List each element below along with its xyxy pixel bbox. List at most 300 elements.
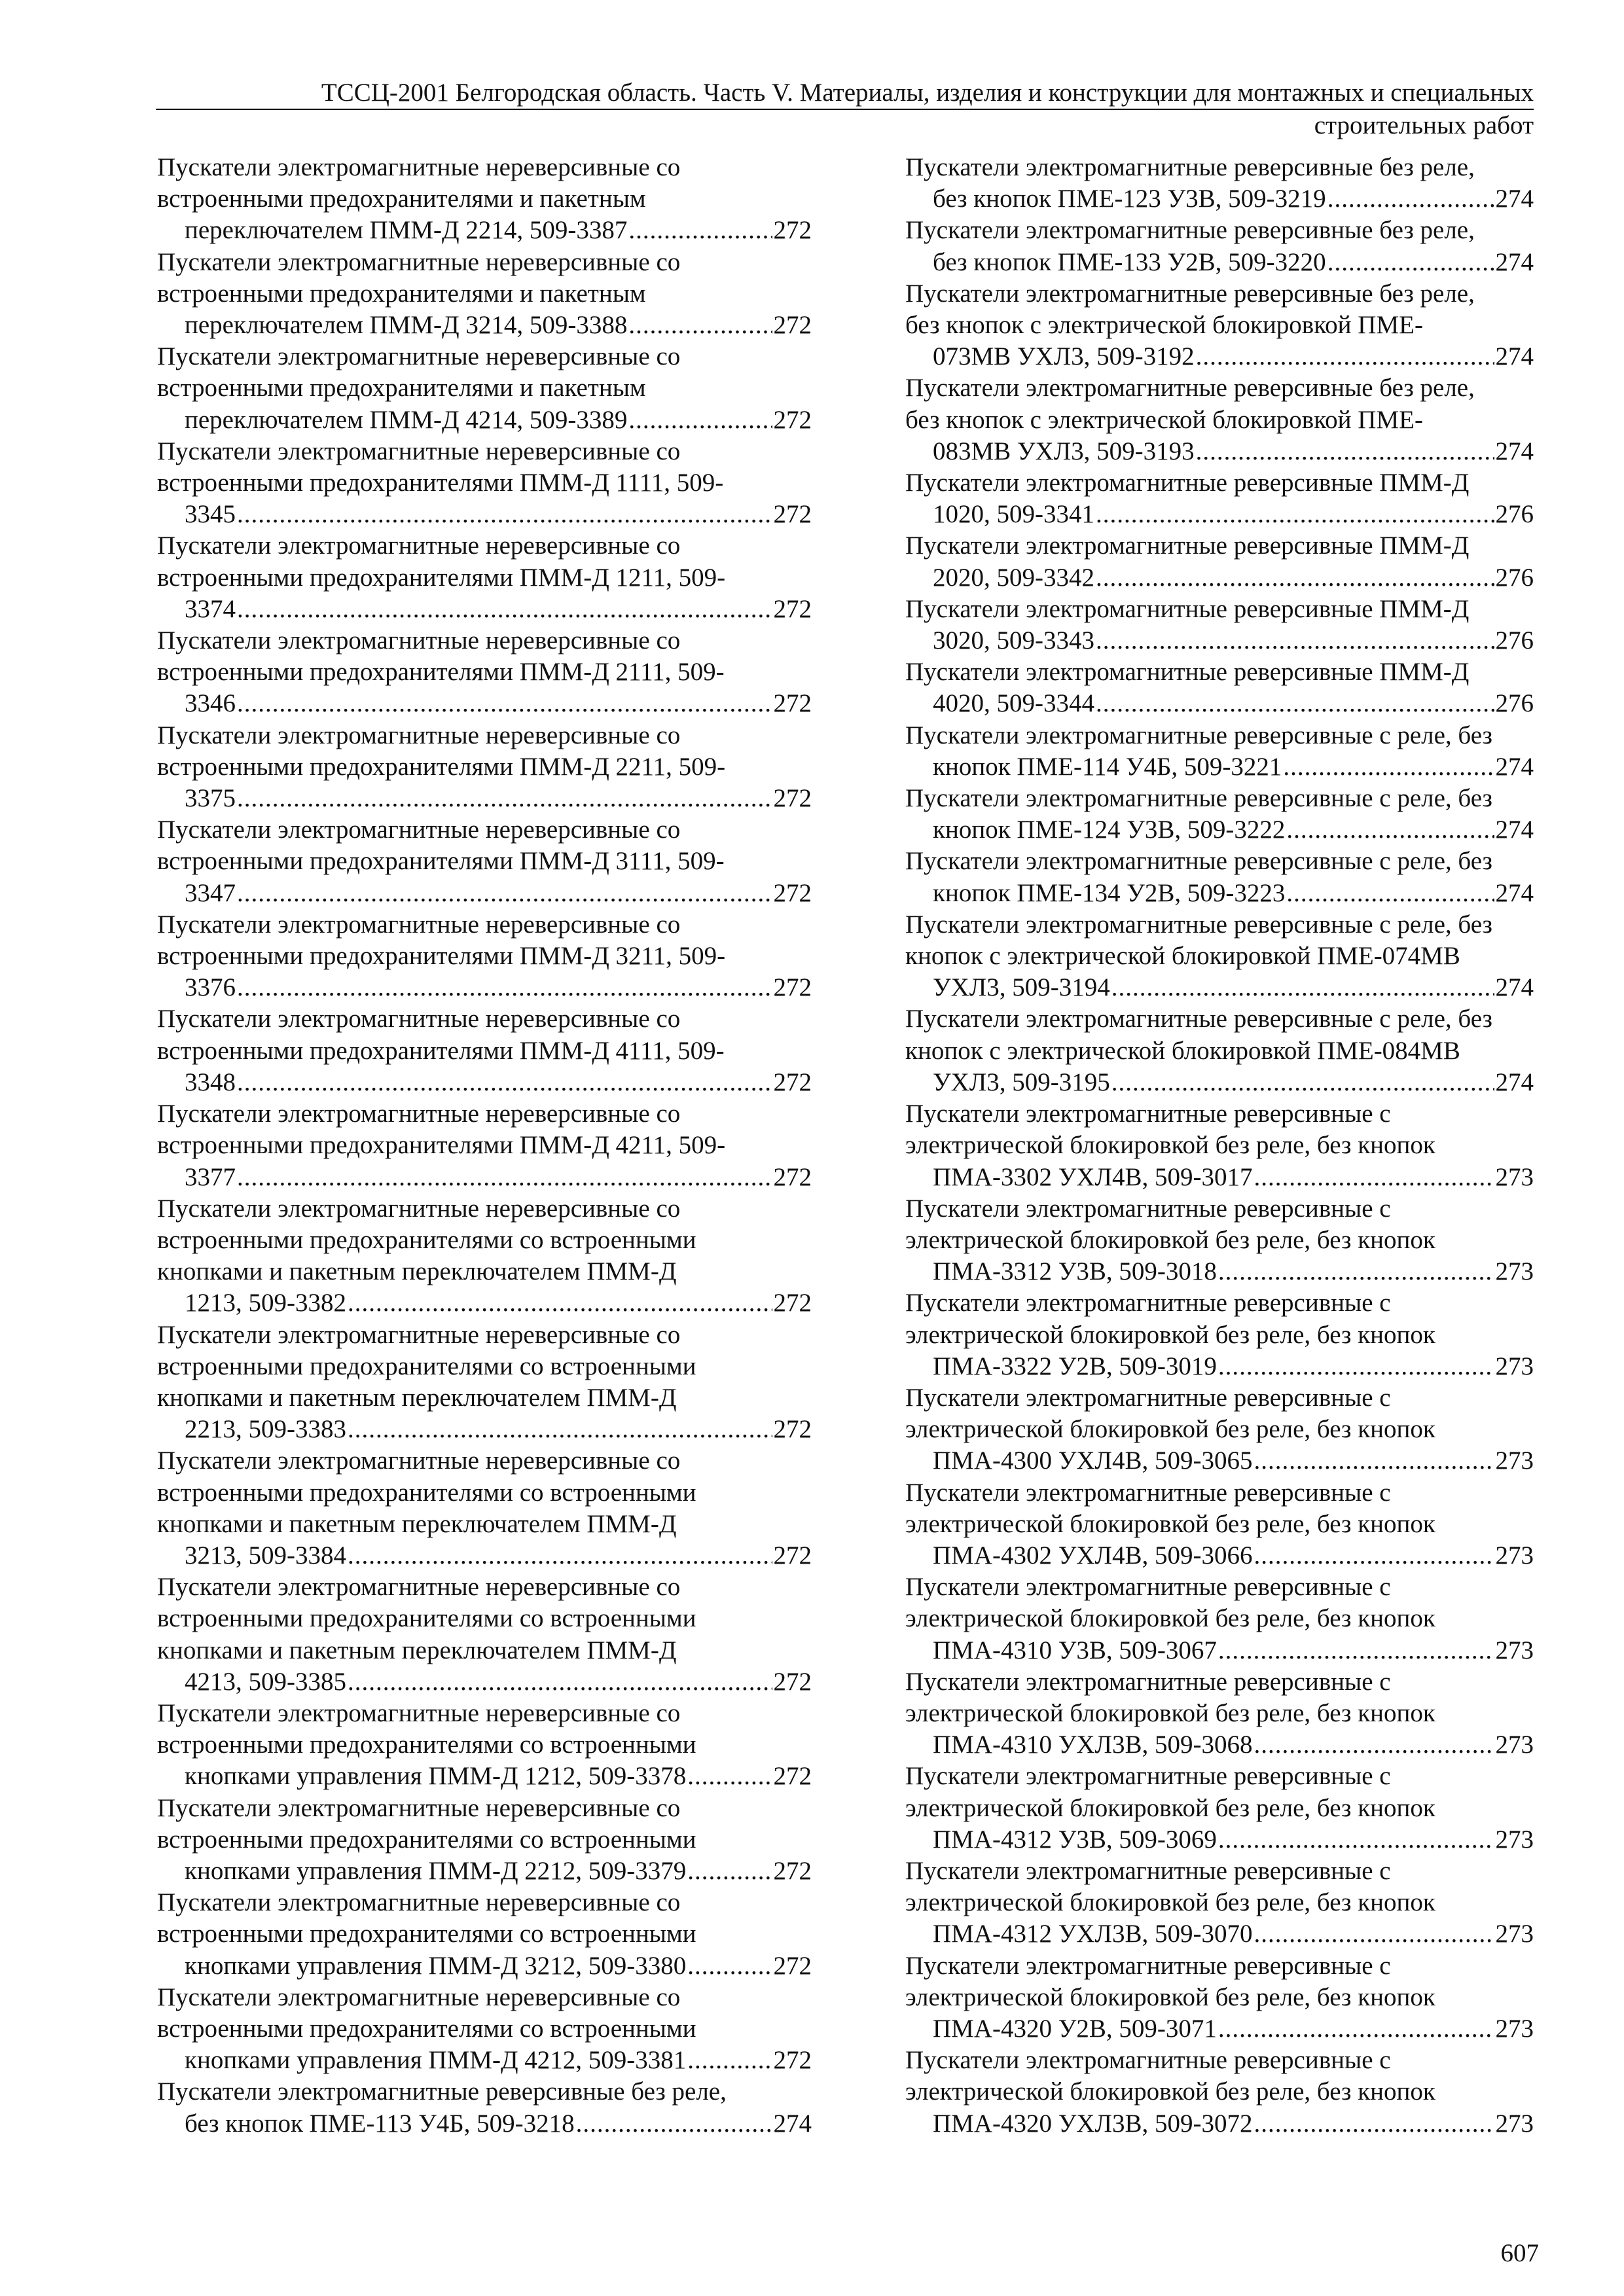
- index-entry-line: Пускатели электромагнитные нереверсивные со: [157, 1320, 681, 1349]
- index-entry: [905, 467, 1534, 530]
- index-entry-line: кнопками и пакетным переключателем ПММ-Д: [157, 1257, 677, 1286]
- index-entry-page: 273: [1495, 1825, 1534, 1854]
- index-entry-line: встроенными предохранителями ПММ-Д 3111, 509-: [157, 847, 725, 876]
- dot-leader: [1218, 1824, 1494, 1856]
- index-entry-reference: 2213, 509-3383: [185, 1415, 346, 1444]
- index-entry-line: встроенными предохранителями ПММ-Д 2211, 509-: [157, 752, 726, 781]
- index-entry-last-line: [933, 751, 1534, 783]
- header-title-line1: ТССЦ-2001 Белгородская область. Часть V. Материалы, изделия и конструкции для монтажных и специальных: [321, 79, 1534, 107]
- index-entry-reference: 2020, 509-3342: [933, 563, 1094, 592]
- index-entry: [157, 1098, 812, 1193]
- index-entry-line: Пускатели электромагнитные реверсивные без реле,: [905, 216, 1475, 245]
- index-entry-line: Пускатели электромагнитные реверсивные с: [905, 1383, 1391, 1412]
- index-entry-page: 276: [1495, 626, 1534, 655]
- index-entry-page: 272: [773, 1762, 812, 1791]
- index-entry-last-line: [933, 2108, 1534, 2140]
- index-entry: [905, 1098, 1534, 1193]
- index-entry-reference: ПМА-3302 УХЛ4В, 509-3017: [933, 1162, 1253, 1191]
- index-entry-line: Пускатели электромагнитные нереверсивные со: [157, 247, 681, 276]
- index-entry-page: 274: [1495, 1067, 1534, 1096]
- index-entry-last-line: [185, 310, 812, 341]
- dot-leader: [1218, 1635, 1494, 1666]
- index-entry-last-line: [185, 594, 812, 625]
- index-entry: [905, 783, 1534, 846]
- index-entry-line: Пускатели электромагнитные реверсивные с: [905, 1667, 1391, 1696]
- index-entry-last-line: [933, 1729, 1534, 1761]
- index-entry-last-line: [933, 625, 1534, 656]
- index-entry-last-line: [185, 878, 812, 909]
- index-entry-page: 274: [1495, 342, 1534, 371]
- index-entry: [905, 720, 1534, 783]
- index-entry-line: Пускатели электромагнитные реверсивные с реле, без: [905, 721, 1492, 749]
- index-entry-page: 272: [773, 689, 812, 718]
- index-entry-line: без кнопок с электрической блокировкой ПМЕ-: [905, 405, 1423, 434]
- dot-leader: [1327, 247, 1494, 278]
- index-entry-line: Пускатели электромагнитные реверсивные ПММ-Д: [905, 594, 1470, 623]
- index-entry-line: встроенными предохранителями со встроенными: [157, 1478, 696, 1507]
- index-entry-page: 274: [1495, 973, 1534, 1002]
- dot-leader: [1096, 499, 1494, 530]
- index-entry-last-line: [185, 2045, 812, 2076]
- index-entry-line: Пускатели электромагнитные нереверсивные со: [157, 342, 681, 371]
- index-entry-page: 272: [773, 1067, 812, 1096]
- index-entry-reference: 3376: [185, 973, 236, 1002]
- index-entry-page: 274: [1495, 752, 1534, 781]
- index-entry: [157, 1793, 812, 1888]
- index-entry-last-line: [185, 783, 812, 814]
- index-entry-reference: 3374: [185, 594, 236, 623]
- index-entry-last-line: [933, 436, 1534, 467]
- index-entry-line: Пускатели электромагнитные реверсивные с реле, без: [905, 784, 1492, 813]
- index-entry: [157, 247, 812, 342]
- index-entry-last-line: [933, 1918, 1534, 1950]
- index-entry-line: Пускатели электромагнитные нереверсивные со: [157, 531, 681, 560]
- index-entry: [905, 846, 1534, 908]
- index-entry-line: встроенными предохранителями ПММ-Д 4111, 509-: [157, 1036, 725, 1065]
- index-entry-last-line: [933, 814, 1534, 846]
- index-entry-line: кнопок с электрической блокировкой ПМЕ-074МВ: [905, 942, 1460, 971]
- index-entry: [905, 594, 1534, 656]
- index-entry: [905, 1382, 1534, 1477]
- index-entry-reference: переключателем ПММ-Д 3214, 509-3388: [185, 311, 628, 340]
- index-entry-page: 276: [1495, 689, 1534, 718]
- index-entry-line: встроенными предохранителями со встроенными: [157, 1825, 696, 1854]
- index-entry-line: Пускатели электромагнитные нереверсивные со: [157, 1573, 681, 1602]
- dot-leader: [1283, 751, 1494, 783]
- index-entry-reference: 3347: [185, 878, 236, 907]
- index-entry-page: 272: [773, 311, 812, 340]
- dot-leader: [237, 499, 772, 530]
- index-entry-last-line: [933, 1635, 1534, 1666]
- index-entry: [157, 530, 812, 625]
- dot-leader: [1196, 436, 1494, 467]
- index-entry-page: 273: [1495, 1257, 1534, 1286]
- index-column-left: [157, 152, 812, 2140]
- index-entry-last-line: [933, 1824, 1534, 1856]
- index-entry-reference: без кнопок ПМЕ-133 У2В, 509-3220: [933, 247, 1326, 276]
- index-entry-last-line: [185, 215, 812, 246]
- index-entry-last-line: [933, 562, 1534, 594]
- dot-leader: [237, 783, 772, 814]
- dot-leader: [628, 404, 772, 436]
- index-entry: [905, 656, 1534, 719]
- index-entry-reference: кнопками управления ПММ-Д 1212, 509-3378: [185, 1762, 687, 1791]
- index-entry-line: электрической блокировкой без реле, без кнопок: [905, 1225, 1435, 1254]
- index-entry-line: кнопками и пакетным переключателем ПММ-Д: [157, 1383, 677, 1412]
- index-entry-last-line: [933, 972, 1534, 1003]
- index-entry-line: без кнопок с электрической блокировкой ПМЕ-: [905, 311, 1423, 340]
- index-entry-last-line: [185, 1666, 812, 1698]
- index-entry-page: 272: [773, 1162, 812, 1191]
- dot-leader: [348, 1540, 772, 1571]
- index-entry-reference: 3348: [185, 1067, 236, 1096]
- index-entry-reference: 3213, 509-3384: [185, 1541, 346, 1570]
- dot-leader: [1096, 562, 1494, 594]
- index-entry: [905, 1856, 1534, 1950]
- index-entry-reference: 3375: [185, 784, 236, 813]
- index-entry-reference: ПМА-4310 УХЛ3В, 509-3068: [933, 1731, 1253, 1759]
- index-entry-last-line: [933, 1540, 1534, 1571]
- index-entry-page: 272: [773, 1667, 812, 1696]
- index-entry-reference: без кнопок ПМЕ-123 У3В, 509-3219: [933, 185, 1326, 213]
- dot-leader: [628, 215, 772, 246]
- dot-leader: [576, 2108, 772, 2140]
- index-entry-last-line: [185, 688, 812, 719]
- index-entry-page: 272: [773, 1415, 812, 1444]
- index-entry-line: встроенными предохранителями со встроенными: [157, 1731, 696, 1759]
- index-entry-line: встроенными предохранителями ПММ-Д 3211, 509-: [157, 942, 726, 971]
- index-entry-page: 272: [773, 1951, 812, 1980]
- index-entry-line: Пускатели электромагнитные реверсивные с: [905, 1194, 1391, 1223]
- index-entry-line: Пускатели электромагнитные нереверсивные со: [157, 1446, 681, 1475]
- index-entry-last-line: [933, 341, 1534, 372]
- index-entry-page: 272: [773, 973, 812, 1002]
- index-entry: [905, 1571, 1534, 1666]
- index-entry-line: кнопок с электрической блокировкой ПМЕ-084МВ: [905, 1036, 1460, 1065]
- index-entry-page: 274: [773, 2109, 812, 2138]
- index-entry-line: Пускатели электромагнитные реверсивные без реле,: [905, 153, 1475, 181]
- index-entry-line: электрической блокировкой без реле, без кнопок: [905, 2077, 1435, 2106]
- index-entry-line: электрической блокировкой без реле, без кнопок: [905, 1982, 1435, 2011]
- dot-leader: [1254, 1445, 1494, 1477]
- index-entry: [157, 341, 812, 436]
- running-header: [156, 77, 1534, 141]
- index-entry-line: встроенными предохранителями ПММ-Д 4211, 509-: [157, 1131, 726, 1160]
- index-entry-line: встроенными предохранителями со встроенными: [157, 1352, 696, 1380]
- index-entry-line: электрической блокировкой без реле, без кнопок: [905, 1415, 1435, 1444]
- dot-leader: [1111, 972, 1494, 1003]
- dot-leader: [1286, 814, 1494, 846]
- dot-leader: [348, 1414, 772, 1445]
- index-entry-page: 272: [773, 1541, 812, 1570]
- index-entry-last-line: [933, 1162, 1534, 1193]
- dot-leader: [237, 688, 772, 719]
- index-entry-last-line: [933, 499, 1534, 530]
- index-entry-reference: кнопками управления ПММ-Д 3212, 509-3380: [185, 1951, 687, 1980]
- index-entry-line: Пускатели электромагнитные реверсивные ПММ-Д: [905, 658, 1470, 687]
- index-entry-reference: кнопок ПМЕ-134 У2В, 509-3223: [933, 878, 1286, 907]
- index-entry-page: 273: [1495, 1352, 1534, 1380]
- index-entry-line: Пускатели электромагнитные реверсивные ПММ-Д: [905, 531, 1470, 560]
- index-entry-line: Пускатели электромагнитные реверсивные с: [905, 2046, 1391, 2075]
- index-entry-page: 272: [773, 216, 812, 245]
- dot-leader: [1254, 1162, 1494, 1193]
- index-entry-last-line: [933, 183, 1534, 215]
- index-entry-page: 276: [1495, 500, 1534, 529]
- dot-leader: [237, 972, 772, 1003]
- index-entry-page: 273: [1495, 1920, 1534, 1948]
- index-entry-reference: 1020, 509-3341: [933, 500, 1094, 529]
- index-entry-reference: 3020, 509-3343: [933, 626, 1094, 655]
- index-entry-page: 272: [773, 2046, 812, 2075]
- index-entry-page: 274: [1495, 878, 1534, 907]
- index-entry-reference: 083МВ УХЛ3, 509-3193: [933, 437, 1195, 465]
- index-entry-reference: без кнопок ПМЕ-113 У4Б, 509-3218: [185, 2109, 575, 2138]
- index-entry-last-line: [185, 1067, 812, 1098]
- index-entry-last-line: [933, 1445, 1534, 1477]
- dot-leader: [1096, 625, 1494, 656]
- index-entry-line: Пускатели электромагнитные нереверсивные со: [157, 721, 681, 749]
- dot-leader: [687, 1761, 772, 1792]
- index-entry-line: Пускатели электромагнитные реверсивные без реле,: [905, 279, 1475, 308]
- index-entry-last-line: [185, 499, 812, 530]
- index-entry-line: встроенными предохранителями ПММ-Д 2111, 509-: [157, 658, 725, 687]
- index-entry-reference: УХЛ3, 509-3194: [933, 973, 1110, 1002]
- index-entry-line: электрической блокировкой без реле, без кнопок: [905, 1320, 1435, 1349]
- index-entry-page: 274: [1495, 437, 1534, 465]
- index-entry: [157, 1319, 812, 1446]
- page-number: 607: [1500, 2239, 1539, 2267]
- index-entry-reference: УХЛ3, 509-3195: [933, 1067, 1110, 1096]
- dot-leader: [348, 1287, 772, 1319]
- index-entry-page: 272: [773, 878, 812, 907]
- index-entry-last-line: [933, 878, 1534, 909]
- index-entry-line: Пускатели электромагнитные реверсивные ПММ-Д: [905, 469, 1470, 497]
- index-entry-reference: кнопок ПМЕ-114 У4Б, 509-3221: [933, 752, 1282, 781]
- index-entry: [157, 1003, 812, 1098]
- index-entry-line: встроенными предохранителями и пакетным: [157, 374, 646, 403]
- dot-leader: [237, 594, 772, 625]
- index-entry-page: 276: [1495, 563, 1534, 592]
- index-entry-page: 273: [1495, 1731, 1534, 1759]
- index-entry-last-line: [933, 1067, 1534, 1098]
- index-entry: [905, 1193, 1534, 1288]
- index-entry: [905, 909, 1534, 1004]
- dot-leader: [237, 1162, 772, 1193]
- index-entry-page: 272: [773, 1289, 812, 1318]
- index-entry-last-line: [933, 1351, 1534, 1382]
- index-entry-reference: переключателем ПММ-Д 2214, 509-3387: [185, 216, 628, 245]
- index-entry-last-line: [933, 688, 1534, 719]
- dot-leader: [1196, 341, 1494, 372]
- index-entry-line: Пускатели электромагнитные реверсивные с реле, без: [905, 847, 1492, 876]
- index-entry-line: Пускатели электромагнитные нереверсивные со: [157, 1982, 681, 2011]
- index-entry-line: встроенными предохранителями со встроенными: [157, 2014, 696, 2043]
- index-entry: [905, 2045, 1534, 2140]
- index-entry-line: Пускатели электромагнитные реверсивные с: [905, 1762, 1391, 1791]
- index-entry-line: Пускатели электромагнитные нереверсивные со: [157, 1698, 681, 1727]
- index-entry: [905, 1003, 1534, 1098]
- index-entry-last-line: [185, 1540, 812, 1571]
- index-entry: [905, 152, 1534, 215]
- index-entry: [157, 152, 812, 247]
- index-entry-line: электрической блокировкой без реле, без кнопок: [905, 1604, 1435, 1633]
- index-entry-line: электрической блокировкой без реле, без кнопок: [905, 1888, 1435, 1917]
- dot-leader: [1327, 183, 1494, 215]
- index-entry-last-line: [933, 2013, 1534, 2045]
- dot-leader: [687, 1856, 772, 1887]
- index-entry-reference: кнопками управления ПММ-Д 2212, 509-3379: [185, 1856, 687, 1885]
- index-entry-line: Пускатели электромагнитные реверсивные с: [905, 1478, 1391, 1507]
- dot-leader: [1218, 1256, 1494, 1287]
- index-entry-line: Пускатели электромагнитные нереверсивные со: [157, 816, 681, 844]
- index-entry-line: встроенными предохранителями со встроенными: [157, 1225, 696, 1254]
- index-entry-line: кнопками и пакетным переключателем ПММ-Д: [157, 1636, 677, 1664]
- index-entry-last-line: [185, 1162, 812, 1193]
- index-entry-last-line: [933, 247, 1534, 278]
- index-entry-page: 274: [1495, 247, 1534, 276]
- index-entry: [157, 625, 812, 720]
- index-entry-line: Пускатели электромагнитные нереверсивные со: [157, 1194, 681, 1223]
- index-entry-page: 272: [773, 594, 812, 623]
- index-entry-line: встроенными предохранителями со встроенными: [157, 1920, 696, 1948]
- dot-leader: [1254, 2108, 1494, 2140]
- dot-leader: [687, 2045, 772, 2076]
- header-title-line2: строительных работ: [1314, 111, 1534, 139]
- index-entry-last-line: [185, 972, 812, 1003]
- index-entry-line: встроенными предохранителями и пакетным: [157, 279, 646, 308]
- index-entry-reference: 3345: [185, 500, 236, 529]
- index-entry: [905, 372, 1534, 467]
- index-entry: [157, 1887, 812, 1982]
- index-entry-line: Пускатели электромагнитные нереверсивные со: [157, 1100, 681, 1128]
- dot-leader: [348, 1666, 772, 1698]
- index-entry-line: Пускатели электромагнитные реверсивные с: [905, 1951, 1391, 1980]
- index-entry: [905, 1477, 1534, 1572]
- dot-leader: [1254, 1918, 1494, 1950]
- index-entry-page: 272: [773, 1856, 812, 1885]
- index-entry-line: Пускатели электромагнитные нереверсивные со: [157, 910, 681, 939]
- index-entry-reference: ПМА-4312 У3В, 509-3069: [933, 1825, 1217, 1854]
- index-entry-reference: ПМА-3312 У3В, 509-3018: [933, 1257, 1217, 1286]
- index-entry-last-line: [185, 1287, 812, 1319]
- index-entry: [157, 1571, 812, 1698]
- index-entry-reference: ПМА-3322 У2В, 509-3019: [933, 1352, 1217, 1380]
- index-entry-reference: переключателем ПММ-Д 4214, 509-3389: [185, 405, 628, 434]
- index-entry-last-line: [185, 1761, 812, 1792]
- index-entry-last-line: [185, 1856, 812, 1887]
- dot-leader: [687, 1950, 772, 1982]
- index-entry-reference: ПМА-4320 УХЛ3В, 509-3072: [933, 2109, 1253, 2138]
- index-entry-page: 273: [1495, 1636, 1534, 1664]
- index-entry-page: 274: [1495, 185, 1534, 213]
- index-entry-line: встроенными предохранителями ПММ-Д 1211, 509-: [157, 563, 726, 592]
- index-entry-line: Пускатели электромагнитные реверсивные с: [905, 1289, 1391, 1318]
- index-column-right: [905, 152, 1534, 2140]
- index-entry-line: Пускатели электромагнитные нереверсивные со: [157, 437, 681, 465]
- index-entry: [157, 720, 812, 815]
- index-entry-reference: 3346: [185, 689, 236, 718]
- index-entry-reference: 4213, 509-3385: [185, 1667, 346, 1696]
- index-entry-reference: 073МВ УХЛ3, 509-3192: [933, 342, 1195, 371]
- index-entry: [157, 1698, 812, 1793]
- index-entry-last-line: [185, 1950, 812, 1982]
- index-entry-line: электрической блокировкой без реле, без кнопок: [905, 1698, 1435, 1727]
- index-entry: [157, 2076, 812, 2139]
- index-entry-reference: 1213, 509-3382: [185, 1289, 346, 1318]
- index-entry-reference: ПМА-4312 УХЛ3В, 509-3070: [933, 1920, 1253, 1948]
- index-entry-reference: ПМА-4320 У2В, 509-3071: [933, 2014, 1217, 2043]
- index-entry-line: Пускатели электромагнитные реверсивные с: [905, 1573, 1391, 1602]
- index-entry-line: электрической блокировкой без реле, без кнопок: [905, 1509, 1435, 1538]
- dot-leader: [1096, 688, 1494, 719]
- index-entry-line: Пускатели электромагнитные реверсивные с реле, без: [905, 1005, 1492, 1033]
- index-entry-line: встроенными предохранителями и пакетным: [157, 185, 646, 213]
- index-entry: [905, 1666, 1534, 1761]
- index-entry-line: Пускатели электромагнитные нереверсивные со: [157, 1005, 681, 1033]
- index-entry-line: Пускатели электромагнитные реверсивные без реле,: [905, 374, 1475, 403]
- dot-leader: [1286, 878, 1494, 909]
- index-entry-line: Пускатели электромагнитные реверсивные с: [905, 1856, 1391, 1885]
- index-entry: [157, 436, 812, 531]
- dot-leader: [1111, 1067, 1494, 1098]
- index-entry: [905, 1287, 1534, 1382]
- index-entry-line: электрической блокировкой без реле, без кнопок: [905, 1131, 1435, 1160]
- index-entry-last-line: [185, 2108, 812, 2140]
- index-entry-page: 273: [1495, 2109, 1534, 2138]
- index-entry: [157, 1982, 812, 2077]
- dot-leader: [237, 1067, 772, 1098]
- index-entry-line: Пускатели электромагнитные реверсивные с: [905, 1100, 1391, 1128]
- dot-leader: [628, 310, 772, 341]
- index-entry-page: 272: [773, 784, 812, 813]
- index-entry-page: 274: [1495, 816, 1534, 844]
- index-entry-page: 273: [1495, 2014, 1534, 2043]
- dot-leader: [1254, 1540, 1494, 1571]
- index-entry-line: Пускатели электромагнитные нереверсивные со: [157, 1793, 681, 1822]
- index-entry-reference: кнопок ПМЕ-124 У3В, 509-3222: [933, 816, 1286, 844]
- index-entry-line: встроенными предохранителями ПММ-Д 1111, 509-: [157, 469, 724, 497]
- index-entry-page: 273: [1495, 1162, 1534, 1191]
- index-entry: [905, 1761, 1534, 1856]
- index-entry-reference: ПМА-4302 УХЛ4В, 509-3066: [933, 1541, 1253, 1570]
- index-entry: [905, 1950, 1534, 2045]
- index-entry-page: 273: [1495, 1541, 1534, 1570]
- index-entry-line: Пускатели электромагнитные нереверсивные со: [157, 153, 681, 181]
- index-entry-line: Пускатели электромагнитные нереверсивные со: [157, 1888, 681, 1917]
- index-entry: [157, 814, 812, 909]
- index-entry-line: Пускатели электромагнитные реверсивные с реле, без: [905, 910, 1492, 939]
- index-entry-reference: ПМА-4310 У3В, 509-3067: [933, 1636, 1217, 1664]
- index-entry-reference: кнопками управления ПММ-Д 4212, 509-3381: [185, 2046, 687, 2075]
- dot-leader: [1218, 2013, 1494, 2045]
- index-entry: [157, 1445, 812, 1571]
- index-entry-last-line: [185, 404, 812, 436]
- index-entry-line: Пускатели электромагнитные нереверсивные со: [157, 626, 681, 655]
- dot-leader: [1218, 1351, 1494, 1382]
- dot-leader: [237, 878, 772, 909]
- index-entry-reference: 3377: [185, 1162, 236, 1191]
- index-entry: [905, 215, 1534, 278]
- index-entry-last-line: [933, 1256, 1534, 1287]
- dot-leader: [1254, 1729, 1494, 1761]
- index-entry: [905, 530, 1534, 593]
- index-entry: [157, 1193, 812, 1319]
- index-entry: [157, 909, 812, 1004]
- index-entry-reference: ПМА-4300 УХЛ4В, 509-3065: [933, 1446, 1253, 1475]
- index-entry-line: встроенными предохранителями со встроенными: [157, 1604, 696, 1633]
- index-entry-reference: 4020, 509-3344: [933, 689, 1094, 718]
